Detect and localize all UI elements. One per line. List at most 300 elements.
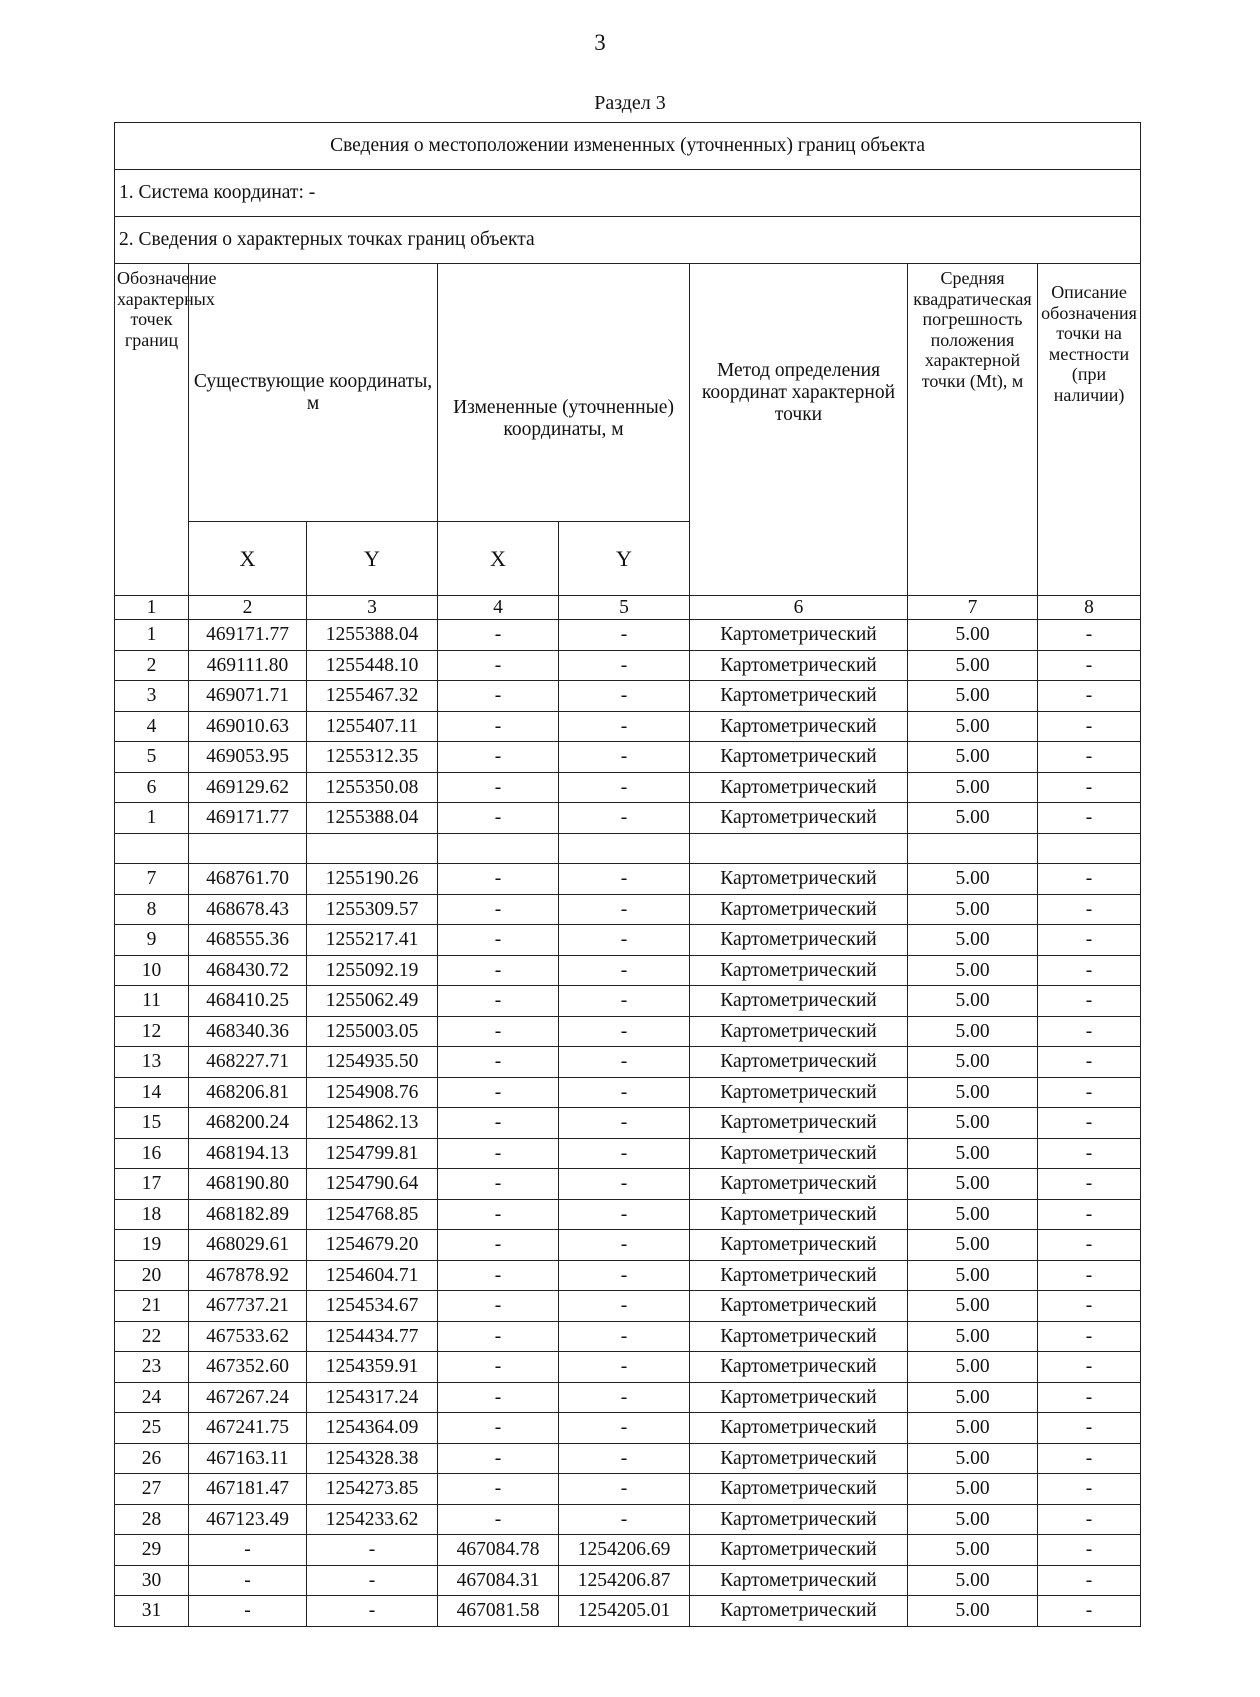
header-description: Описание обозначения точки на местности (при наличии): [1038, 264, 1141, 596]
existing-y-cell: 1254364.09: [307, 1413, 438, 1444]
point-number-cell: 28: [115, 1504, 189, 1535]
point-number-cell: 2: [115, 650, 189, 681]
mse-cell: 5.00: [908, 1443, 1038, 1474]
point-number-cell: 25: [115, 1413, 189, 1444]
existing-x-cell: 468182.89: [189, 1199, 307, 1230]
existing-x-cell: 469171.77: [189, 620, 307, 651]
coord-system: 1. Система координат: -: [115, 170, 1141, 217]
mse-cell: 5.00: [908, 711, 1038, 742]
existing-x-cell: 467878.92: [189, 1260, 307, 1291]
description-cell: -: [1038, 681, 1141, 712]
header-existing-y: Y: [307, 522, 438, 596]
point-number-cell: 31: [115, 1596, 189, 1627]
method-cell: Картометрический: [690, 1565, 908, 1596]
method-cell: Картометрический: [690, 1199, 908, 1230]
changed-y-cell: -: [559, 864, 690, 895]
table-row: [115, 1382, 1141, 1413]
existing-x-cell: 468340.36: [189, 1016, 307, 1047]
existing-y-cell: 1254273.85: [307, 1474, 438, 1505]
table-row: [115, 1565, 1141, 1596]
point-number-cell: 14: [115, 1077, 189, 1108]
column-number: 1: [115, 596, 189, 620]
existing-x-cell: 468190.80: [189, 1169, 307, 1200]
table-row: [115, 986, 1141, 1017]
changed-x-cell: -: [438, 1291, 559, 1322]
existing-x-cell: 469071.71: [189, 681, 307, 712]
existing-y-cell: 1254328.38: [307, 1443, 438, 1474]
existing-y-cell: 1255062.49: [307, 986, 438, 1017]
table-row: [115, 620, 1141, 651]
existing-x-cell: 468410.25: [189, 986, 307, 1017]
table-row: [115, 1596, 1141, 1627]
changed-x-cell: -: [438, 803, 559, 834]
point-number-cell: 9: [115, 925, 189, 956]
changed-x-cell: -: [438, 1352, 559, 1383]
existing-x-cell: 468206.81: [189, 1077, 307, 1108]
changed-x-cell: 467084.31: [438, 1565, 559, 1596]
existing-y-cell: 1254908.76: [307, 1077, 438, 1108]
mse-cell: 5.00: [908, 1352, 1038, 1383]
mse-cell: 5.00: [908, 1596, 1038, 1627]
changed-y-cell: -: [559, 1382, 690, 1413]
changed-y-cell: -: [559, 1230, 690, 1261]
description-cell: -: [1038, 1291, 1141, 1322]
mse-cell: 5.00: [908, 1382, 1038, 1413]
table-row: [115, 742, 1141, 773]
existing-y-cell: 1254233.62: [307, 1504, 438, 1535]
changed-y-cell: -: [559, 1291, 690, 1322]
mse-cell: 5.00: [908, 1260, 1038, 1291]
description-cell: -: [1038, 1565, 1141, 1596]
table-row: [115, 1199, 1141, 1230]
mse-cell: 5.00: [908, 1565, 1038, 1596]
point-number-cell: 16: [115, 1138, 189, 1169]
column-number: 2: [189, 596, 307, 620]
point-number-cell: 26: [115, 1443, 189, 1474]
point-number-cell: 12: [115, 1016, 189, 1047]
existing-x-cell: 467163.11: [189, 1443, 307, 1474]
existing-x-cell: 467241.75: [189, 1413, 307, 1444]
description-cell: -: [1038, 1016, 1141, 1047]
table-row: [115, 925, 1141, 956]
existing-y-cell: 1255388.04: [307, 803, 438, 834]
description-cell: -: [1038, 620, 1141, 651]
header-point-designation: Обозначение характерных точек границ: [115, 264, 189, 596]
existing-x-cell: 468555.36: [189, 925, 307, 956]
existing-y-cell: 1255003.05: [307, 1016, 438, 1047]
mse-cell: 5.00: [908, 1138, 1038, 1169]
existing-y-cell: 1254534.67: [307, 1291, 438, 1322]
existing-y-cell: 1255217.41: [307, 925, 438, 956]
existing-y-cell: 1254768.85: [307, 1199, 438, 1230]
description-cell: -: [1038, 1047, 1141, 1078]
changed-y-cell: -: [559, 925, 690, 956]
section-title: Раздел 3: [594, 92, 666, 114]
changed-x-cell: -: [438, 1138, 559, 1169]
table-row: [115, 1047, 1141, 1078]
mse-cell: 5.00: [908, 1077, 1038, 1108]
changed-y-cell: -: [559, 1260, 690, 1291]
existing-x-cell: 468029.61: [189, 1230, 307, 1261]
header-method: Метод определения координат характерной точки: [690, 264, 908, 596]
mse-cell: 5.00: [908, 1504, 1038, 1535]
existing-x-cell: 468430.72: [189, 955, 307, 986]
changed-y-cell: -: [559, 620, 690, 651]
table-row: [115, 681, 1141, 712]
description-cell: -: [1038, 1352, 1141, 1383]
description-cell: -: [1038, 955, 1141, 986]
changed-y-cell: -: [559, 803, 690, 834]
table-row: [115, 1016, 1141, 1047]
changed-y-cell: -: [559, 1169, 690, 1200]
header-changed-y: Y: [559, 522, 690, 596]
point-number-cell: 15: [115, 1108, 189, 1139]
mse-cell: 5.00: [908, 1016, 1038, 1047]
method-cell: Картометрический: [690, 955, 908, 986]
description-cell: [1038, 833, 1141, 864]
existing-y-cell: 1255407.11: [307, 711, 438, 742]
method-cell: Картометрический: [690, 1230, 908, 1261]
changed-x-cell: -: [438, 650, 559, 681]
changed-y-cell: 1254206.87: [559, 1565, 690, 1596]
changed-y-cell: -: [559, 681, 690, 712]
existing-y-cell: 1254317.24: [307, 1382, 438, 1413]
description-cell: -: [1038, 1535, 1141, 1566]
existing-x-cell: 468194.13: [189, 1138, 307, 1169]
boundary-points-table: [114, 122, 1141, 1627]
existing-x-cell: 468227.71: [189, 1047, 307, 1078]
header-mse: Средняя квадратическая погрешность положения характерной точки (Mt), м: [908, 264, 1038, 596]
method-cell: Картометрический: [690, 620, 908, 651]
changed-x-cell: -: [438, 1199, 559, 1230]
table-row: [115, 1108, 1141, 1139]
point-number-cell: 19: [115, 1230, 189, 1261]
table-row: [115, 1352, 1141, 1383]
existing-y-cell: 1254434.77: [307, 1321, 438, 1352]
changed-x-cell: -: [438, 1504, 559, 1535]
changed-y-cell: -: [559, 1413, 690, 1444]
table-row: [115, 1169, 1141, 1200]
existing-x-cell: -: [189, 1596, 307, 1627]
existing-y-cell: 1254604.71: [307, 1260, 438, 1291]
point-number-cell: 24: [115, 1382, 189, 1413]
existing-y-cell: 1255388.04: [307, 620, 438, 651]
header-existing-x: X: [189, 522, 307, 596]
mse-cell: 5.00: [908, 1047, 1038, 1078]
existing-x-cell: 467737.21: [189, 1291, 307, 1322]
table-row: [115, 1413, 1141, 1444]
point-number-cell: 23: [115, 1352, 189, 1383]
changed-y-cell: -: [559, 955, 690, 986]
table-row: [115, 894, 1141, 925]
changed-x-cell: -: [438, 986, 559, 1017]
changed-y-cell: 1254206.69: [559, 1535, 690, 1566]
table-row: [115, 1443, 1141, 1474]
existing-y-cell: 1255190.26: [307, 864, 438, 895]
method-cell: Картометрический: [690, 1077, 908, 1108]
changed-y-cell: -: [559, 1077, 690, 1108]
changed-y-cell: -: [559, 742, 690, 773]
point-number-cell: 20: [115, 1260, 189, 1291]
method-cell: Картометрический: [690, 925, 908, 956]
method-cell: Картометрический: [690, 1352, 908, 1383]
changed-y-cell: -: [559, 986, 690, 1017]
mse-cell: 5.00: [908, 1474, 1038, 1505]
method-cell: Картометрический: [690, 772, 908, 803]
description-cell: -: [1038, 1199, 1141, 1230]
method-cell: Картометрический: [690, 803, 908, 834]
method-cell: Картометрический: [690, 1047, 908, 1078]
description-cell: -: [1038, 711, 1141, 742]
existing-x-cell: 469129.62: [189, 772, 307, 803]
existing-y-cell: 1254799.81: [307, 1138, 438, 1169]
table-row: [115, 1321, 1141, 1352]
changed-x-cell: -: [438, 1474, 559, 1505]
table-row: [115, 1230, 1141, 1261]
existing-y-cell: -: [307, 1596, 438, 1627]
existing-y-cell: 1255309.57: [307, 894, 438, 925]
points-section-title: 2. Сведения о характерных точках границ объекта: [115, 217, 1141, 264]
existing-x-cell: 467267.24: [189, 1382, 307, 1413]
description-cell: -: [1038, 986, 1141, 1017]
method-cell: Картометрический: [690, 894, 908, 925]
changed-x-cell: -: [438, 772, 559, 803]
description-cell: -: [1038, 1504, 1141, 1535]
method-cell: Картометрический: [690, 650, 908, 681]
changed-y-cell: -: [559, 711, 690, 742]
changed-x-cell: -: [438, 1382, 559, 1413]
description-cell: -: [1038, 1260, 1141, 1291]
existing-x-cell: -: [189, 1565, 307, 1596]
point-number-cell: 8: [115, 894, 189, 925]
page-number: 3: [594, 30, 606, 55]
mse-cell: [908, 833, 1038, 864]
table-row: [115, 864, 1141, 895]
changed-x-cell: 467084.78: [438, 1535, 559, 1566]
changed-y-cell: -: [559, 1321, 690, 1352]
existing-x-cell: 467533.62: [189, 1321, 307, 1352]
point-number-cell: 4: [115, 711, 189, 742]
changed-y-cell: -: [559, 1443, 690, 1474]
changed-x-cell: -: [438, 1260, 559, 1291]
table-row: [115, 1291, 1141, 1322]
mse-cell: 5.00: [908, 1108, 1038, 1139]
changed-y-cell: -: [559, 1199, 690, 1230]
changed-y-cell: -: [559, 1047, 690, 1078]
description-cell: -: [1038, 1169, 1141, 1200]
description-cell: -: [1038, 1382, 1141, 1413]
method-cell: Картометрический: [690, 1443, 908, 1474]
method-cell: [690, 833, 908, 864]
point-number-cell: 1: [115, 803, 189, 834]
table-row: [115, 833, 1141, 864]
point-number-cell: 10: [115, 955, 189, 986]
table-row: [115, 1535, 1141, 1566]
existing-y-cell: [307, 833, 438, 864]
column-number-row: [115, 596, 1141, 620]
mse-cell: 5.00: [908, 864, 1038, 895]
method-cell: Картометрический: [690, 864, 908, 895]
point-number-cell: 29: [115, 1535, 189, 1566]
column-number: 4: [438, 596, 559, 620]
mse-cell: 5.00: [908, 681, 1038, 712]
table-row: [115, 650, 1141, 681]
changed-x-cell: -: [438, 1230, 559, 1261]
table-row: [115, 1077, 1141, 1108]
point-number-cell: 11: [115, 986, 189, 1017]
existing-y-cell: 1254790.64: [307, 1169, 438, 1200]
mse-cell: 5.00: [908, 1535, 1038, 1566]
point-number-cell: 30: [115, 1565, 189, 1596]
mse-cell: 5.00: [908, 955, 1038, 986]
column-number: 3: [307, 596, 438, 620]
point-number-cell: 13: [115, 1047, 189, 1078]
description-cell: -: [1038, 1138, 1141, 1169]
changed-x-cell: -: [438, 1077, 559, 1108]
existing-x-cell: 469010.63: [189, 711, 307, 742]
point-number-cell: 1: [115, 620, 189, 651]
existing-x-cell: [189, 833, 307, 864]
mse-cell: 5.00: [908, 925, 1038, 956]
point-number-cell: 18: [115, 1199, 189, 1230]
description-cell: -: [1038, 1230, 1141, 1261]
table-row: [115, 955, 1141, 986]
changed-x-cell: 467081.58: [438, 1596, 559, 1627]
point-number-cell: 17: [115, 1169, 189, 1200]
existing-y-cell: 1255448.10: [307, 650, 438, 681]
mse-cell: 5.00: [908, 1230, 1038, 1261]
description-cell: -: [1038, 1596, 1141, 1627]
changed-x-cell: -: [438, 1108, 559, 1139]
mse-cell: 5.00: [908, 1413, 1038, 1444]
existing-x-cell: 468678.43: [189, 894, 307, 925]
changed-x-cell: -: [438, 1169, 559, 1200]
existing-x-cell: 468761.70: [189, 864, 307, 895]
mse-cell: 5.00: [908, 620, 1038, 651]
point-number-cell: 22: [115, 1321, 189, 1352]
description-cell: -: [1038, 1321, 1141, 1352]
existing-y-cell: 1255350.08: [307, 772, 438, 803]
changed-y-cell: -: [559, 772, 690, 803]
method-cell: Картометрический: [690, 1474, 908, 1505]
header-existing-coords: Существующие координаты, м: [189, 264, 438, 522]
method-cell: Картометрический: [690, 1382, 908, 1413]
changed-x-cell: -: [438, 1321, 559, 1352]
mse-cell: 5.00: [908, 1169, 1038, 1200]
mse-cell: 5.00: [908, 650, 1038, 681]
changed-x-cell: -: [438, 681, 559, 712]
existing-y-cell: 1254679.20: [307, 1230, 438, 1261]
changed-x-cell: -: [438, 1413, 559, 1444]
changed-y-cell: -: [559, 1504, 690, 1535]
column-number: 5: [559, 596, 690, 620]
table-row: [115, 711, 1141, 742]
method-cell: Картометрический: [690, 1138, 908, 1169]
existing-x-cell: 467181.47: [189, 1474, 307, 1505]
mse-cell: 5.00: [908, 894, 1038, 925]
mse-cell: 5.00: [908, 986, 1038, 1017]
method-cell: Картометрический: [690, 1504, 908, 1535]
existing-y-cell: 1255312.35: [307, 742, 438, 773]
point-number-cell: 5: [115, 742, 189, 773]
existing-x-cell: 467352.60: [189, 1352, 307, 1383]
table-row: [115, 1504, 1141, 1535]
method-cell: Картометрический: [690, 986, 908, 1017]
changed-x-cell: -: [438, 1047, 559, 1078]
method-cell: Картометрический: [690, 711, 908, 742]
description-cell: -: [1038, 894, 1141, 925]
mse-cell: 5.00: [908, 1291, 1038, 1322]
description-cell: -: [1038, 1108, 1141, 1139]
existing-y-cell: 1254359.91: [307, 1352, 438, 1383]
description-cell: -: [1038, 1443, 1141, 1474]
changed-y-cell: -: [559, 1474, 690, 1505]
existing-y-cell: -: [307, 1565, 438, 1596]
method-cell: Картометрический: [690, 1291, 908, 1322]
table-row: [115, 1260, 1141, 1291]
changed-y-cell: [559, 833, 690, 864]
existing-y-cell: -: [307, 1535, 438, 1566]
changed-x-cell: -: [438, 1443, 559, 1474]
changed-y-cell: -: [559, 894, 690, 925]
description-cell: -: [1038, 864, 1141, 895]
changed-x-cell: -: [438, 894, 559, 925]
method-cell: Картометрический: [690, 1169, 908, 1200]
mse-cell: 5.00: [908, 803, 1038, 834]
point-number-cell: 6: [115, 772, 189, 803]
existing-x-cell: 467123.49: [189, 1504, 307, 1535]
mse-cell: 5.00: [908, 742, 1038, 773]
table-row: [115, 772, 1141, 803]
mse-cell: 5.00: [908, 1321, 1038, 1352]
method-cell: Картометрический: [690, 1321, 908, 1352]
point-number-cell: [115, 833, 189, 864]
point-number-cell: 27: [115, 1474, 189, 1505]
changed-y-cell: -: [559, 650, 690, 681]
column-number: 7: [908, 596, 1038, 620]
mse-cell: 5.00: [908, 1199, 1038, 1230]
changed-x-cell: -: [438, 711, 559, 742]
description-cell: -: [1038, 742, 1141, 773]
table-title: Сведения о местоположении измененных (уточненных) границ объекта: [115, 123, 1141, 170]
table-row: [115, 1138, 1141, 1169]
column-number: 8: [1038, 596, 1141, 620]
method-cell: Картометрический: [690, 1413, 908, 1444]
description-cell: -: [1038, 925, 1141, 956]
changed-x-cell: -: [438, 620, 559, 651]
changed-x-cell: [438, 833, 559, 864]
description-cell: -: [1038, 1413, 1141, 1444]
changed-x-cell: -: [438, 1016, 559, 1047]
changed-y-cell: -: [559, 1352, 690, 1383]
method-cell: Картометрический: [690, 1260, 908, 1291]
description-cell: -: [1038, 1474, 1141, 1505]
mse-cell: 5.00: [908, 772, 1038, 803]
method-cell: Картометрический: [690, 1535, 908, 1566]
existing-x-cell: 468200.24: [189, 1108, 307, 1139]
point-number-cell: 7: [115, 864, 189, 895]
existing-y-cell: 1254862.13: [307, 1108, 438, 1139]
method-cell: Картометрический: [690, 1108, 908, 1139]
method-cell: Картометрический: [690, 681, 908, 712]
description-cell: -: [1038, 772, 1141, 803]
description-cell: -: [1038, 1077, 1141, 1108]
changed-x-cell: -: [438, 925, 559, 956]
table-row: [115, 803, 1141, 834]
existing-x-cell: 469053.95: [189, 742, 307, 773]
existing-x-cell: 469111.80: [189, 650, 307, 681]
changed-y-cell: -: [559, 1138, 690, 1169]
